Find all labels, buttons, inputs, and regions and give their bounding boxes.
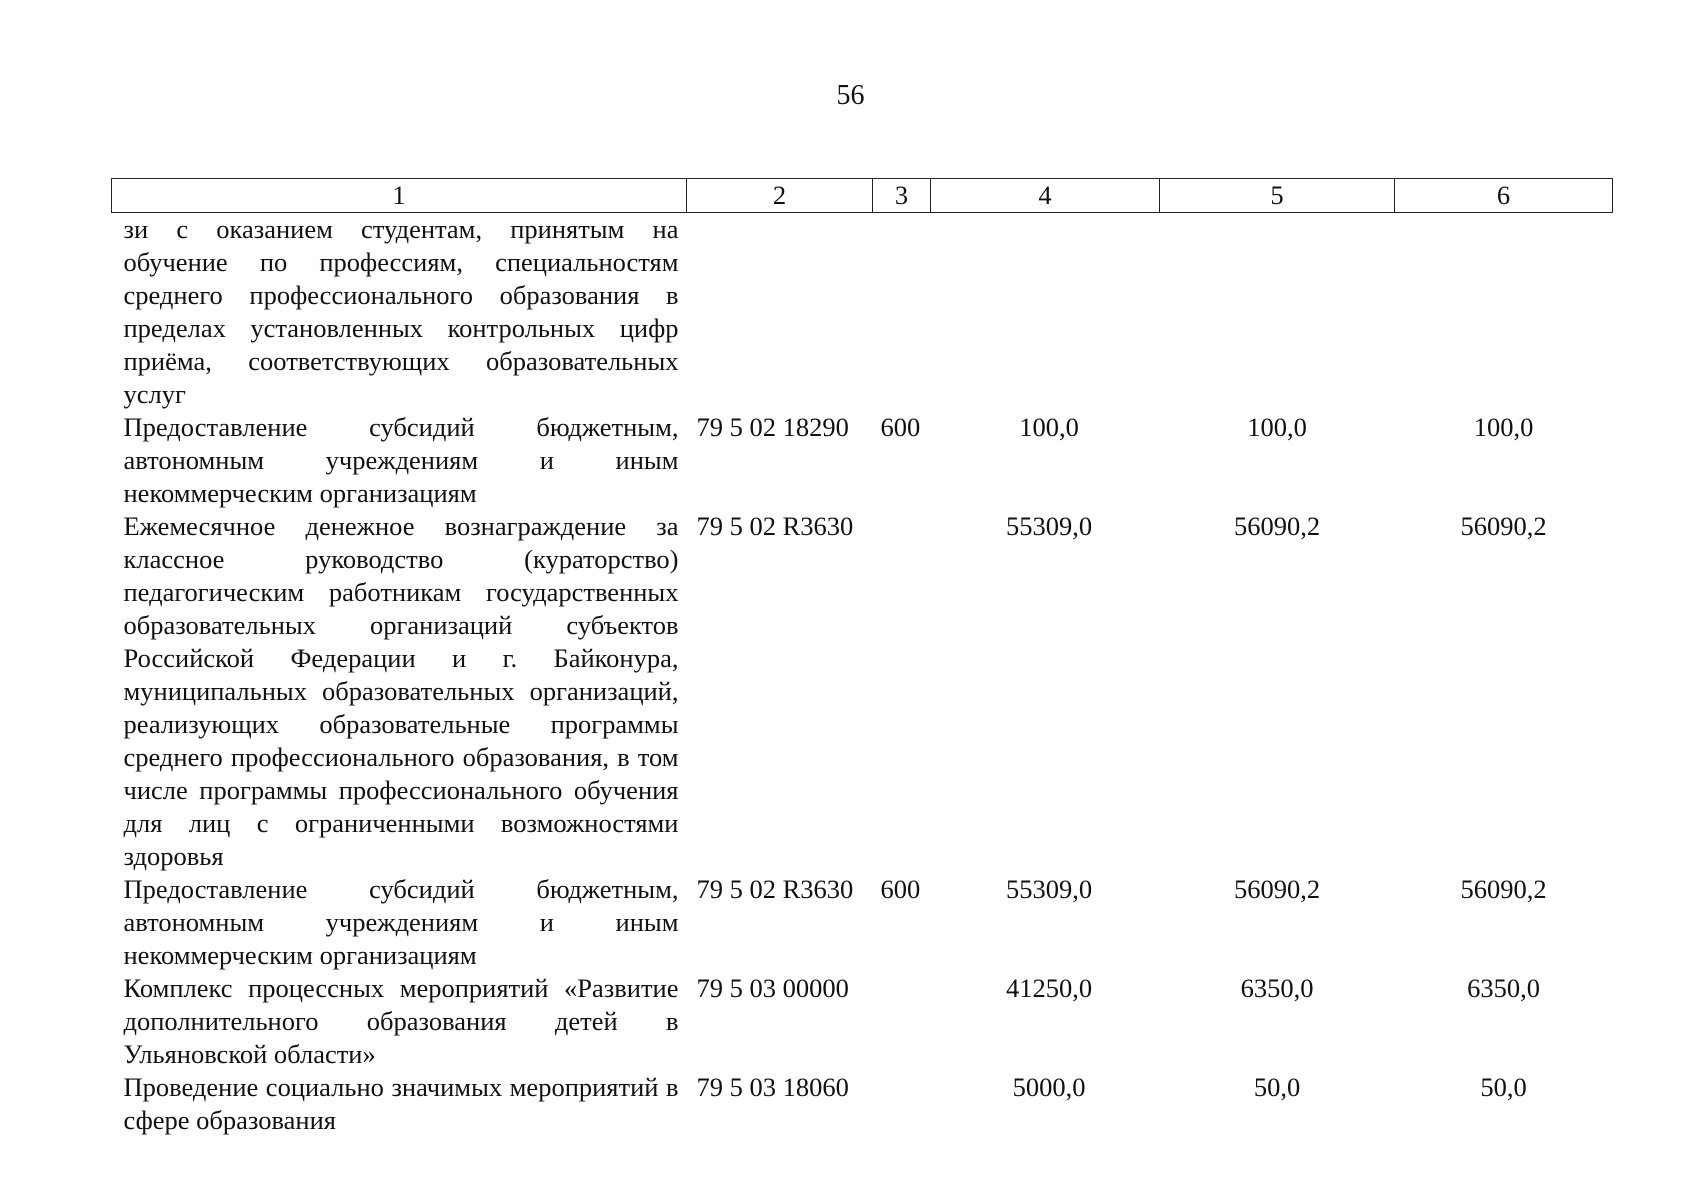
- row-value-col6: 100,0: [1473, 412, 1534, 442]
- row-expense-type: [873, 1071, 931, 1137]
- row-value-col6: 6350,0: [1467, 973, 1540, 1003]
- row-value-col4: 55309,0: [1005, 874, 1093, 904]
- table-row: [112, 510, 1613, 873]
- header-col-4: 4: [931, 179, 1160, 213]
- budget-table: [111, 178, 1613, 1137]
- row-value-col5: 100,0: [1247, 412, 1307, 442]
- row-code: [687, 213, 873, 412]
- row-value-col4: 5000,0: [1012, 1072, 1086, 1102]
- row-code: 79 5 03 18060: [696, 1072, 849, 1102]
- row-value-col5: 50,0: [1253, 1072, 1301, 1102]
- row-expense-type: [873, 972, 931, 1071]
- header-col-2: 2: [687, 179, 873, 213]
- row-value-col4: 41250,0: [1005, 973, 1093, 1003]
- table-row: [112, 1071, 1613, 1137]
- table-body: [112, 213, 1613, 1138]
- table-row: [112, 213, 1613, 412]
- table-row: [112, 411, 1613, 510]
- row-value-col4: 100,0: [1019, 412, 1079, 442]
- table-row: [112, 972, 1613, 1071]
- header-row: [112, 179, 1613, 213]
- row-value-col5: [1160, 213, 1395, 412]
- row-value-col5: 6350,0: [1240, 973, 1314, 1003]
- row-name: Проведение социально значимых мероприятий в сфере образования: [123, 1072, 679, 1135]
- row-value-col4: 55309,0: [1005, 511, 1093, 541]
- row-value-col6: [1395, 213, 1613, 412]
- row-value-col4: [931, 213, 1160, 412]
- row-expense-type: 600: [880, 874, 921, 904]
- row-value-col6: 50,0: [1480, 1072, 1527, 1102]
- row-value-col5: 56090,2: [1233, 874, 1321, 904]
- row-expense-type: [873, 510, 931, 873]
- table-header: [112, 179, 1613, 213]
- row-expense-type: 600: [880, 412, 921, 442]
- table-row: [112, 873, 1613, 972]
- header-col-3: 3: [873, 179, 931, 213]
- row-code: 79 5 02 R3630: [696, 874, 854, 904]
- row-name: зи с оказанием студентам, принятым на обучение по профессиям, специальностям среднего профессионального образования в пределах установленных контрольных цифр приёма, соответствующих образовательных услуг: [123, 214, 679, 409]
- row-code: 79 5 02 R3630: [696, 511, 854, 541]
- page-number: 56: [836, 80, 865, 111]
- row-value-col6: 56090,2: [1460, 511, 1547, 541]
- row-name: Предоставление субсидий бюджетным, автономным учреждениям и иным некоммерческим организациям: [123, 874, 679, 970]
- header-col-6: 6: [1395, 179, 1613, 213]
- row-code: 79 5 02 18290: [696, 412, 849, 442]
- row-name: Ежемесячное денежное вознаграждение за классное руководство (кураторство) педагогическим работникам государственных образовательных организаций субъектов Российской Федерации и г. Байконура, муниципальных образовательных организаций, реализующих образовательные программы среднего профессионального образования, в том числе программы профессионального обучения для лиц с ограниченными возможностями здоровья: [123, 511, 679, 871]
- row-code: 79 5 03 00000: [696, 973, 849, 1003]
- row-expense-type: [873, 213, 931, 412]
- row-value-col6: 56090,2: [1460, 874, 1547, 904]
- row-name: Комплекс процессных мероприятий «Развитие дополнительного образования детей в Ульяновской области»: [123, 973, 679, 1069]
- header-col-1: 1: [112, 179, 687, 213]
- row-name: Предоставление субсидий бюджетным, автономным учреждениям и иным некоммерческим организациям: [123, 412, 679, 508]
- row-value-col5: 56090,2: [1233, 511, 1321, 541]
- header-col-5: 5: [1160, 179, 1395, 213]
